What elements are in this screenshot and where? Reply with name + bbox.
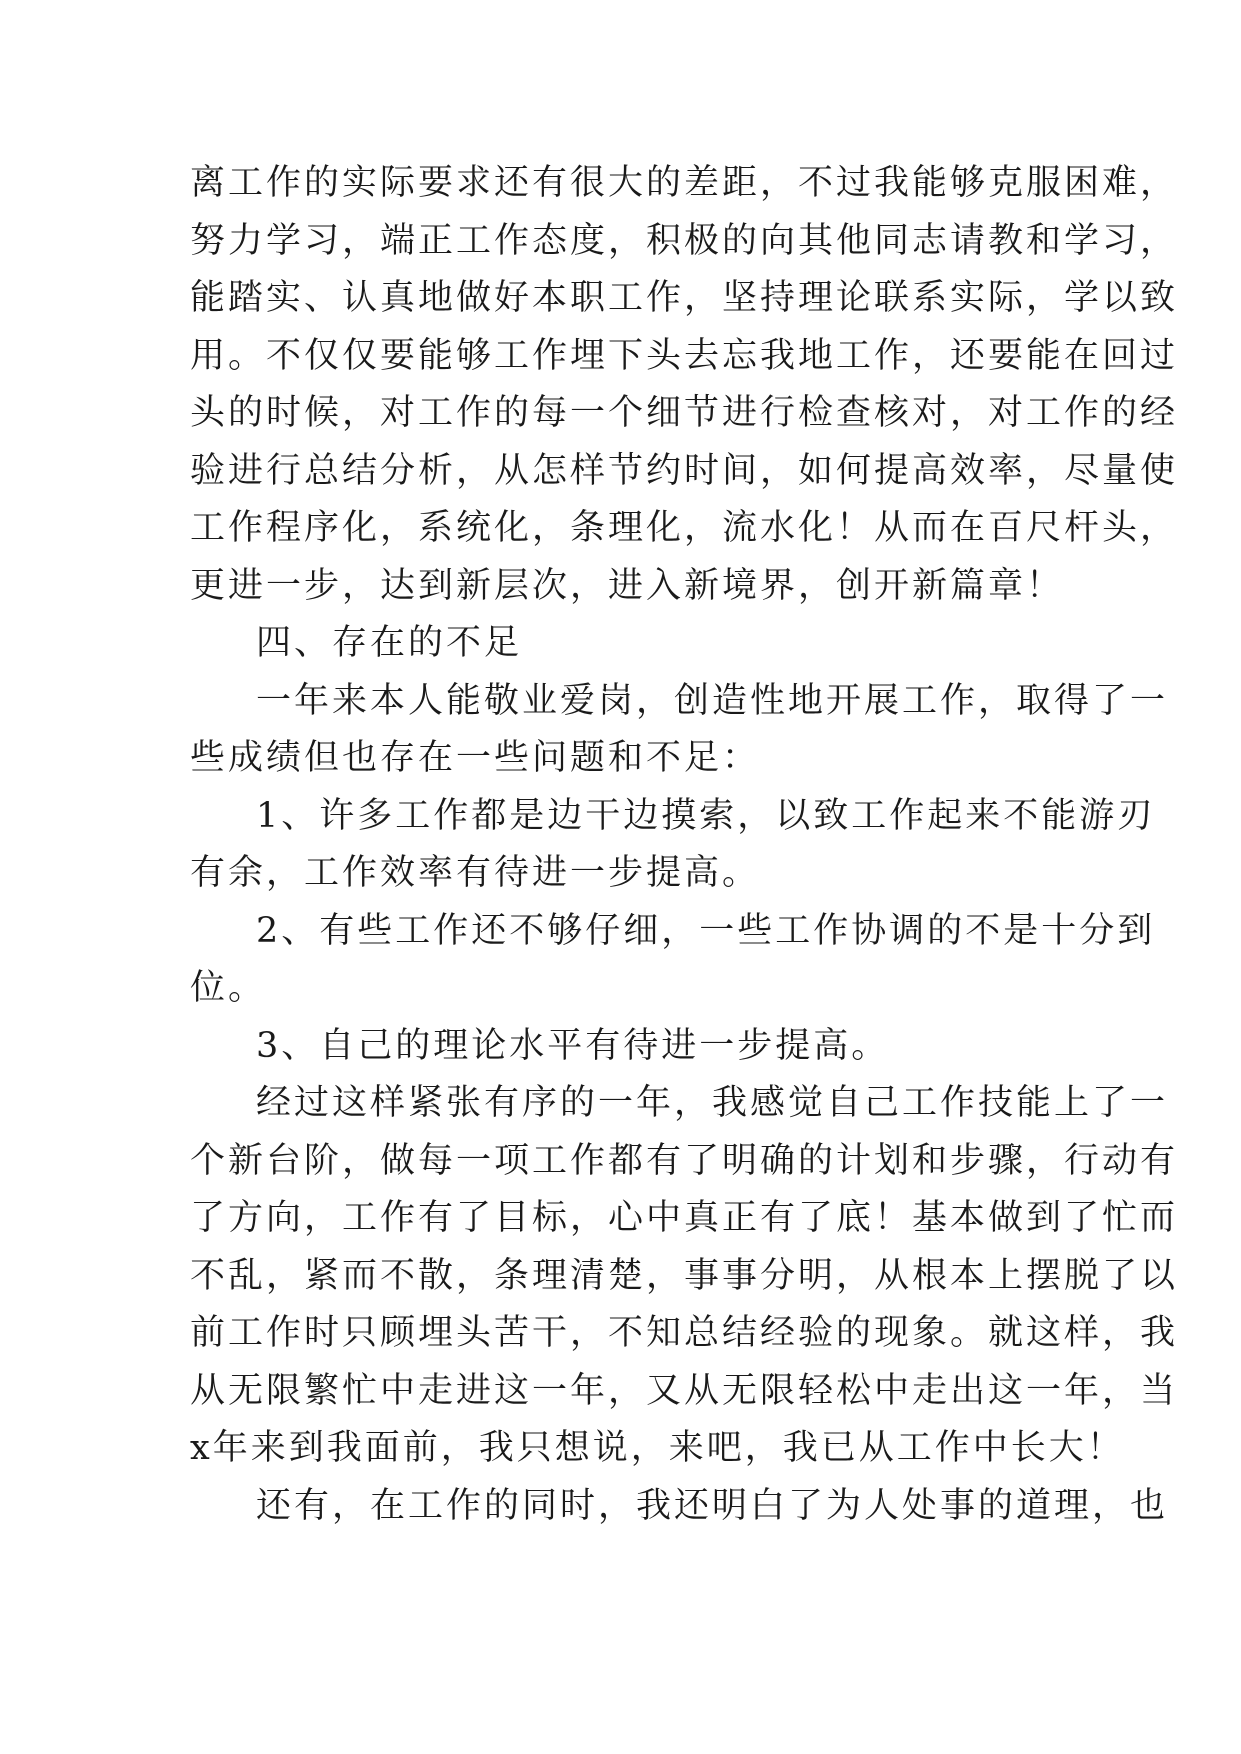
text-line-10: 一年来本人能敬业爱岗，创造性地开展工作，取得了一 bbox=[256, 680, 1169, 721]
text-line-21: 前工作时只顾埋头苦干，不知总结经验的现象。就这样，我 bbox=[190, 1313, 1179, 1353]
text-line-19: 了方向，工作有了目标，心中真正有了底！基本做到了忙而 bbox=[190, 1198, 1179, 1238]
text-line-17: 经过这样紧张有序的一年，我感觉自己工作技能上了一 bbox=[256, 1083, 1169, 1123]
list-item-1: 1、许多工作都是边干边摸索，以致工作起来不能游刃 bbox=[256, 795, 1156, 836]
section-heading: 四、存在的不足 bbox=[256, 623, 523, 663]
body-text bbox=[190, 155, 1179, 1535]
text-line-5: 头的时候，对工作的每一个细节进行检查核对，对工作的经 bbox=[190, 393, 1179, 433]
text-line-24: 还有，在工作的同时，我还明白了为人处事的道理，也 bbox=[256, 1485, 1169, 1526]
text-line-3: 能踏实、认真地做好本职工作，坚持理论联系实际，学以致 bbox=[190, 278, 1179, 318]
text-line-1: 离工作的实际要求还有很大的差距，不过我能够克服困难， bbox=[190, 163, 1179, 203]
text-line-18: 个新台阶，做每一项工作都有了明确的计划和步骤，行动有 bbox=[190, 1140, 1179, 1181]
list-item-2-cont: 位。 bbox=[190, 968, 267, 1008]
text-line-4: 用。不仅仅要能够工作埋下头去忘我地工作，还要能在回过 bbox=[190, 335, 1179, 376]
text-line-23: x年来到我面前，我只想说，来吧，我已从工作中长大！ bbox=[190, 1428, 1125, 1468]
list-item-2: 2、有些工作还不够仔细，一些工作协调的不是十分到 bbox=[256, 910, 1156, 951]
text-line-7: 工作程序化，系统化，条理化，流水化！从而在百尺杆头， bbox=[190, 508, 1179, 548]
text-line-8: 更进一步，达到新层次，进入新境界，创开新篇章！ bbox=[190, 565, 1065, 606]
text-line-22: 从无限繁忙中走进这一年，又从无限轻松中走出这一年，当 bbox=[190, 1370, 1179, 1411]
text-line-11: 些成绩但也存在一些问题和不足： bbox=[190, 738, 761, 778]
list-item-1-cont: 有余，工作效率有待进一步提高。 bbox=[190, 853, 761, 893]
list-item-3: 3、自己的理论水平有待进一步提高。 bbox=[256, 1025, 890, 1066]
text-line-20: 不乱，紧而不散，条理清楚，事事分明，从根本上摆脱了以 bbox=[190, 1255, 1179, 1296]
text-line-2: 努力学习，端正工作态度，积极的向其他同志请教和学习， bbox=[190, 220, 1179, 261]
text-line-6: 验进行总结分析，从怎样节约时间，如何提高效率，尽量使 bbox=[190, 450, 1179, 491]
